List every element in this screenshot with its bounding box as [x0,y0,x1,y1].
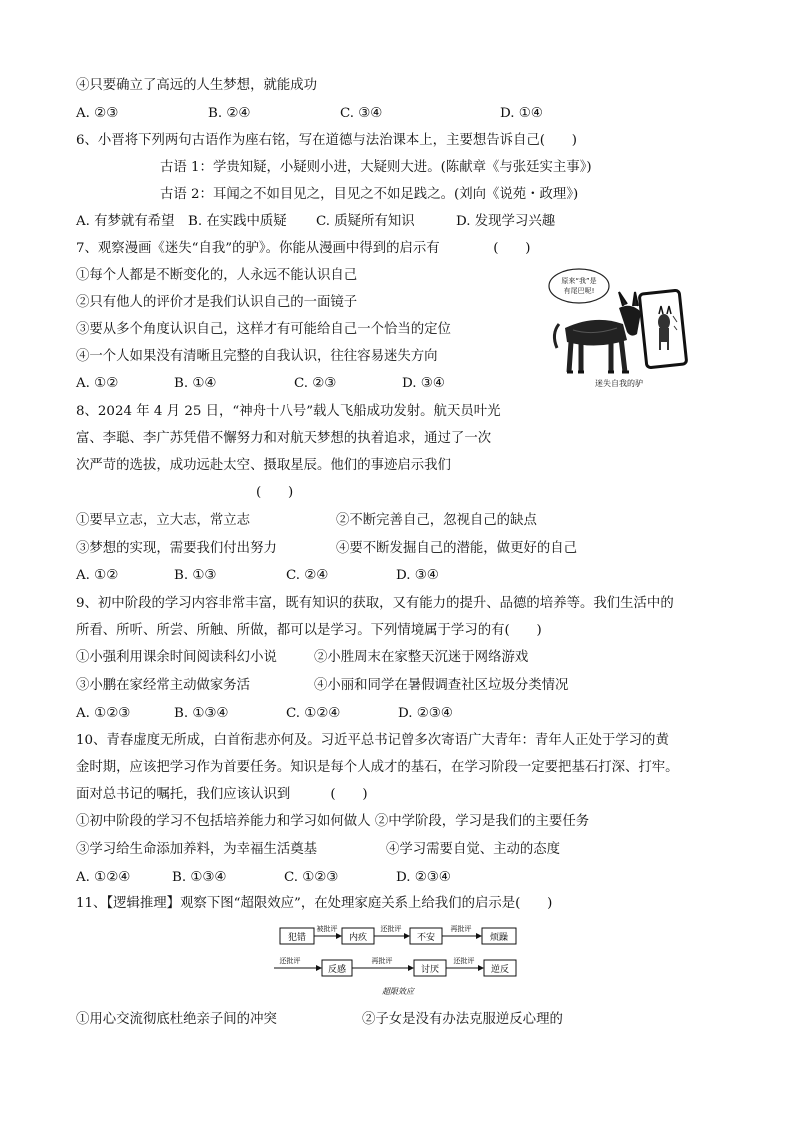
option-d[interactable]: D. ③④ [402,376,445,391]
option-d[interactable]: D. ②③④ [396,870,451,885]
diagram-box-row1: 内疚 [348,933,368,943]
q9-options [76,704,453,724]
q8-statement-4: ④要不断发掘自己的潜能，做更好的自己 [336,541,578,556]
q8-options [76,566,439,586]
option-b[interactable]: B. ②④ [208,106,251,121]
q10-statement-3: ③学习给生命添加养料，为幸福生活奠基 [76,842,318,857]
option-d[interactable]: D. ③④ [396,568,439,583]
donkey-cartoon [545,262,693,390]
q7-statement-3: ③要从多个角度认识自己，这样才有可能给自己一个恰当的定位 [76,322,451,337]
diagram-arrow-label: 再批评 [450,925,472,933]
q8-stem-line-3: 次严苛的选拔，成功远赴太空、摄取星辰。他们的事迹启示我们 [76,458,451,473]
option-c[interactable]: C. ①②③ [284,870,339,885]
diagram-arrow-label: 再批评 [371,957,393,965]
option-c[interactable]: C. 质疑所有知识 [316,214,415,229]
q8-stem-line-1: 8、2024 年 4 月 25 日，“神舟十八号”载人飞船成功发射。航天员叶光 [76,404,501,419]
diagram-arrow-label: 被批评 [316,925,338,933]
q10-statement-4: ④学习需要自觉、主动的态度 [386,842,561,857]
option-d[interactable]: D. ①④ [500,106,543,121]
q8-statement-1: ①要早立志，立大志，常立志 [76,513,251,528]
q10-stem-line-3: 面对总书记的嘱托，我们应该认识到 ( ) [76,787,368,802]
option-a[interactable]: A. 有梦就有希望 [76,214,175,229]
diagram-arrow-label: 还批评 [453,957,475,965]
speech-line-1: 原来“我”是 [561,277,597,285]
q8-statement-2: ②不断完善自己，忽视自己的缺点 [336,513,537,528]
q8-answer-blank: ( ) [256,485,294,500]
diagram-box-row1: 犯错 [287,933,307,943]
option-a[interactable]: A. ①② [76,376,119,391]
speech-line-2: 有尾巴呢! [563,287,595,295]
option-c[interactable]: C. ②③ [294,376,337,391]
option-a[interactable]: A. ①②③ [76,706,131,721]
diagram-box-row2: 讨厌 [420,965,440,975]
q6-quote-2: 古语 2：耳闻之不如目见之，目见之不如足践之。(刘向《说苑・政理》) [160,187,579,202]
option-b[interactable]: B. ①③ [174,568,217,583]
diagram-arrow-label: 还批评 [279,957,301,965]
option-a[interactable]: A. ①② [76,568,119,583]
q9-statement-3: ③小鹏在家经常主动做家务活 [76,678,251,693]
option-a[interactable]: A. ①②④ [76,870,131,885]
option-b[interactable]: B. ①③④ [172,870,227,885]
option-c[interactable]: C. ②④ [286,568,329,583]
diagram-box-row1: 不安 [416,933,436,943]
option-c[interactable]: C. ③④ [340,106,383,121]
q5-options [76,104,543,124]
q9-statement-1: ①小强利用课余时间阅读科幻小说 [76,650,277,665]
q8-statement-3: ③梦想的实现，需要我们付出努力 [76,541,277,556]
q6-options [76,212,555,232]
mirror [639,290,687,368]
speech-bubble [549,269,609,303]
q6-stem: 6、小晋将下列两句古语作为座右铭，写在道德与法治课本上，主要想告诉自己( ) [76,133,578,148]
option-d[interactable]: D. 发现学习兴趣 [456,214,556,229]
option-a[interactable]: A. ②③ [76,106,119,121]
q10-statements-1-2: ①初中阶段的学习不包括培养能力和学习如何做人 ②中学阶段，学习是我们的主要任务 [76,814,590,829]
diagram-box-row2: 反感 [327,965,347,975]
diagram-caption: 超限效应 [382,987,414,996]
q11-statement-2: ②子女是没有办法克服逆反心理的 [362,1012,563,1027]
q7-statement-2: ②只有他人的评价才是我们认识自己的一面镜子 [76,295,358,310]
q11-statement-1: ①用心交流彻底杜绝亲子间的冲突 [76,1012,277,1027]
q10-options [76,868,451,888]
q5-statement-4: ④只要确立了高远的人生梦想，就能成功 [76,78,318,93]
q10-stem-line-1: 10、青春虚度无所成，白首衔悲亦何及。习近平总书记曾多次寄语广大青年：青年人正处于学习的黄 [76,733,669,748]
diagram-box-row1: 烦躁 [489,933,509,943]
q8-stem-line-2: 富、李聪、李广苏凭借不懈努力和对航天梦想的执着追求，通过了一次 [76,431,492,446]
option-d[interactable]: D. ②③④ [398,706,453,721]
diagram-arrow-label: 还批评 [380,925,402,933]
overlimit-effect-diagram [270,920,540,1002]
q6-quote-1: 古语 1：学贵知疑，小疑则小进，大疑则大进。(陈献章《与张廷实主事》) [160,160,592,175]
option-b[interactable]: B. 在实践中质疑 [188,214,287,229]
option-b[interactable]: B. ①④ [174,376,217,391]
q9-stem-line-2: 所看、所听、所尝、所触、所做，都可以是学习。下列情境属于学习的有( ) [76,623,542,638]
diagram-box-row2: 逆反 [490,965,510,975]
q7-stem: 7、观察漫画《迷失“自我”的驴》。你能从漫画中得到的启示有 ( ) [76,241,531,256]
q11-stem: 11、【逻辑推理】观察下图“超限效应”，在处理家庭关系上给我们的启示是( ) [76,896,553,911]
q9-statement-4: ④小丽和同学在暑假调查社区垃圾分类情况 [314,678,569,693]
q10-stem-line-2: 金时期，应该把学习作为首要任务。知识是每个人成才的基石，在学习阶段一定要把基石打深、打牢。 [76,760,679,775]
q7-statement-1: ①每个人都是不断变化的，人永远不能认识自己 [76,268,358,283]
q9-stem-line-1: 9、初中阶段的学习内容非常丰富，既有知识的获取，又有能力的提升、品德的培养等。我们生活中的 [76,596,674,611]
cartoon-caption: 迷失自我的驴 [595,379,643,388]
q9-statement-2: ②小胜周末在家整天沉迷于网络游戏 [314,650,529,665]
q7-statement-4: ④一个人如果没有清晰且完整的自我认识，往往容易迷失方向 [76,349,438,364]
option-b[interactable]: B. ①③④ [174,706,229,721]
option-c[interactable]: C. ①②④ [286,706,341,721]
q7-options [76,374,445,394]
